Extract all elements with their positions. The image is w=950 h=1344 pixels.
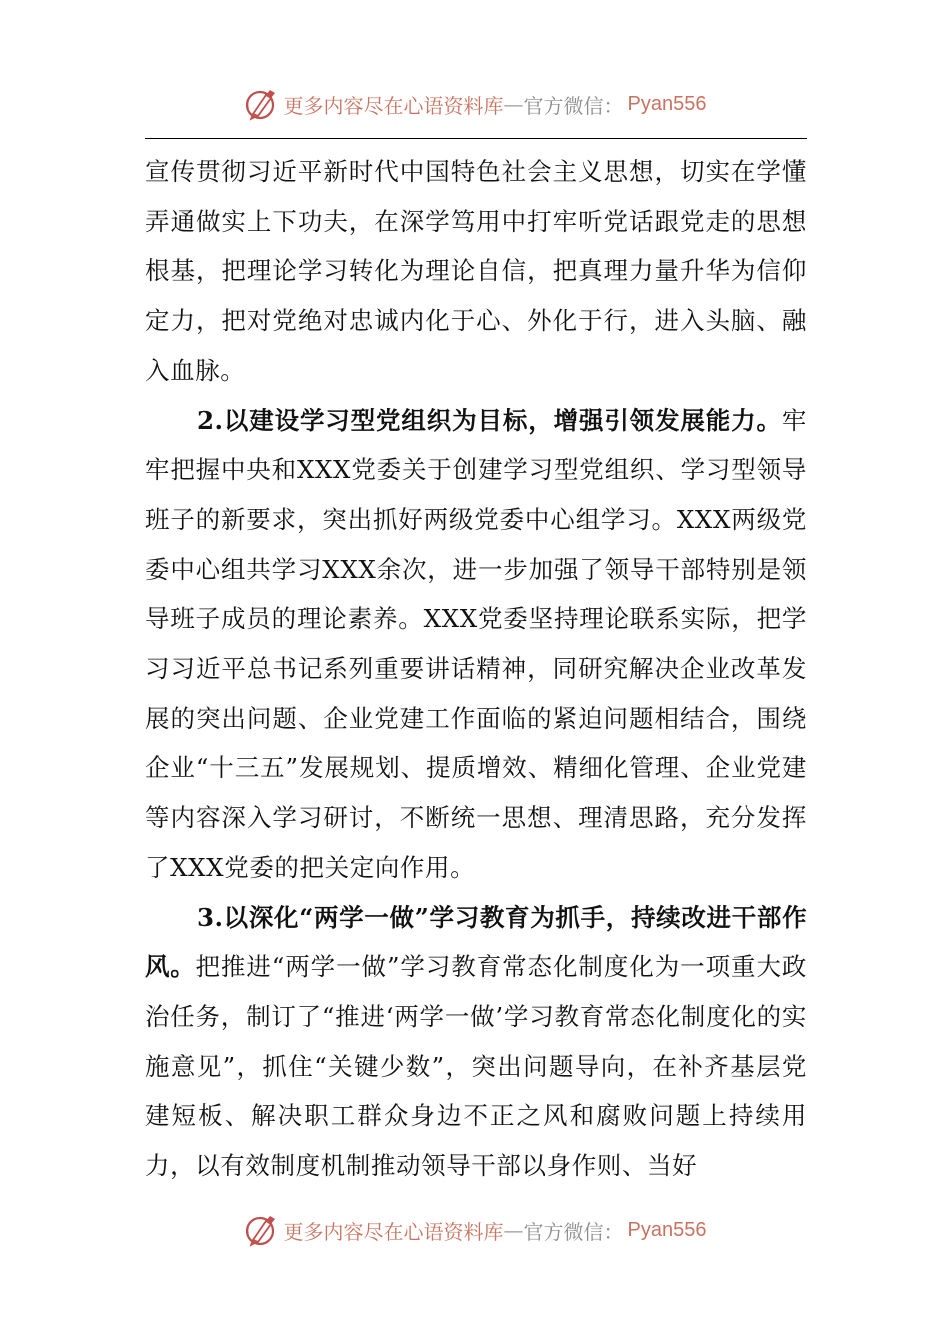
banner-wechat-label: 官方微信： — [523, 1219, 624, 1244]
pen-nib-logo-icon — [244, 1213, 278, 1247]
banner-separator: — — [503, 1218, 524, 1242]
banner-brand-text: 更多内容尽在心语资料库 — [283, 1219, 504, 1244]
paragraph-2-text: 牢牢把握中央和XXX党委关于创建学习型党组织、学习型领导班子的新要求，突出抓好两级党委中心组学习。XXX两级党委中心组共学习XXX余次，进一步加强了领导干部特别是领导班子成员的理论素养。XXX党委坚持理论联系实际，把学习习近平总书记系列重要讲话精神，同研究解决企业改革发展的突出问题、企业党建工作面临的紧迫问题相结合，围绕企业“十三五”发展规划、提质增效、精细化管理、企业党建等内容深入学习研讨，不断统一思想、理清思路，充分发挥了XXX党委的把关定向作用。 — [145, 405, 807, 882]
banner-wechat-id: Pyan556 — [627, 1218, 707, 1241]
pen-nib-logo-icon — [244, 87, 278, 121]
banner-wechat-label: 官方微信： — [523, 93, 624, 118]
paragraph-3-text: 把推进“两学一做”学习教育常态化制度化为一项重大政治任务，制订了“推进‘两学一做’学习教育常态化制度化的实施意见”，抓住“关键少数”，突出问题导向，在补齐基层党建短板、解决职工群众身边不正之风和腐败问题上持续用力，以有效制度机制推动领导干部以身作则、当好 — [145, 952, 807, 1181]
paragraph-1-text: 宣传贯彻习近平新时代中国特色社会主义思想，切实在学懂弄通做实上下功夫，在深学笃用中打牢听党话跟党走的思想根基，把理论学习转化为理论自信，把真理力量升华为信仰定力，把对党绝对忠诚内化于心、外化于行，进入头脑、融入血脉。 — [145, 157, 807, 385]
paragraph-3 — [145, 893, 807, 1191]
header-banner — [0, 84, 950, 124]
banner-separator: — — [503, 92, 524, 116]
section-heading-2: 2.以建设学习型党组织为目标，增强引领发展能力。 — [197, 405, 782, 435]
section-heading-3: 3.以深化“两学一做”学习教育为抓手，持续改进干部作风。 — [145, 902, 807, 982]
banner-wechat-id: Pyan556 — [627, 92, 707, 115]
document-body — [145, 147, 807, 1191]
banner-brand-text: 更多内容尽在心语资料库 — [283, 93, 504, 118]
footer-banner — [0, 1210, 950, 1250]
paragraph-1 — [145, 147, 807, 396]
header-divider — [145, 138, 807, 139]
paragraph-2 — [145, 396, 807, 893]
